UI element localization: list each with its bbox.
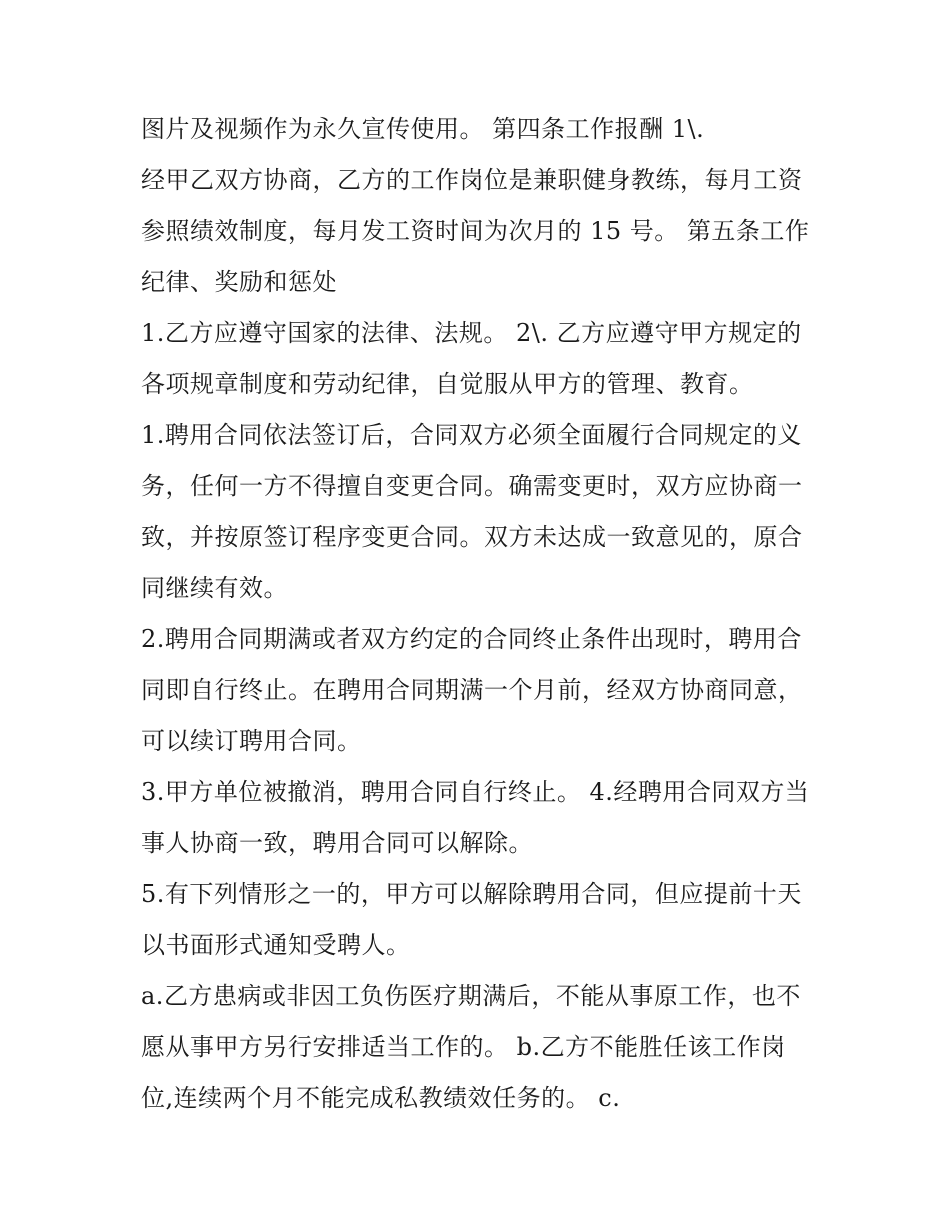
- paragraph-contract-change: 1.聘用合同依法签订后，合同双方必须全面履行合同规定的义务，任何一方不得擅自变更合同。确需变更时，双方应协商一致，并按原签订程序变更合同。双方未达成一致意见的，原合同继续有效。: [141, 421, 803, 602]
- paragraph-dismissal-conditions: a.乙方患病或非因工负伤医疗期满后，不能从事原工作，也不愿从事甲方另行安排适当工作的。 b.乙方不能胜任该工作岗位,连续两个月不能完成私教绩效任务的。 c.: [141, 982, 801, 1112]
- paragraph-discipline: 1.乙方应遵守国家的法律、法规。 2\. 乙方应遵守甲方规定的各项规章制度和劳动纪律，自觉服从甲方的管理、教育。: [141, 319, 802, 398]
- paragraph-dismissal-notice: 5.有下列情形之一的，甲方可以解除聘用合同，但应提前十天以书面形式通知受聘人。: [141, 880, 802, 959]
- paragraph-contract-termination: 3.甲方单位被撤消，聘用合同自行终止。 4.经聘用合同双方当事人协商一致，聘用合同可以解除。: [141, 778, 810, 857]
- paragraph-wage-terms: 经甲乙双方协商，乙方的工作岗位是兼职健身教练，每月工资参照绩效制度，每月发工资时间为次月的 15 号。 第五条工作纪律、奖励和惩处: [141, 166, 810, 296]
- paragraph-remuneration: 图片及视频作为永久宣传使用。 第四条工作报酬 1\.: [141, 115, 705, 143]
- document-body: [141, 104, 813, 1124]
- paragraph-contract-expiry: 2.聘用合同期满或者双方约定的合同终止条件出现时，聘用合同即自行终止。在聘用合同期满一个月前，经双方协商同意，可以续订聘用合同。: [141, 625, 803, 755]
